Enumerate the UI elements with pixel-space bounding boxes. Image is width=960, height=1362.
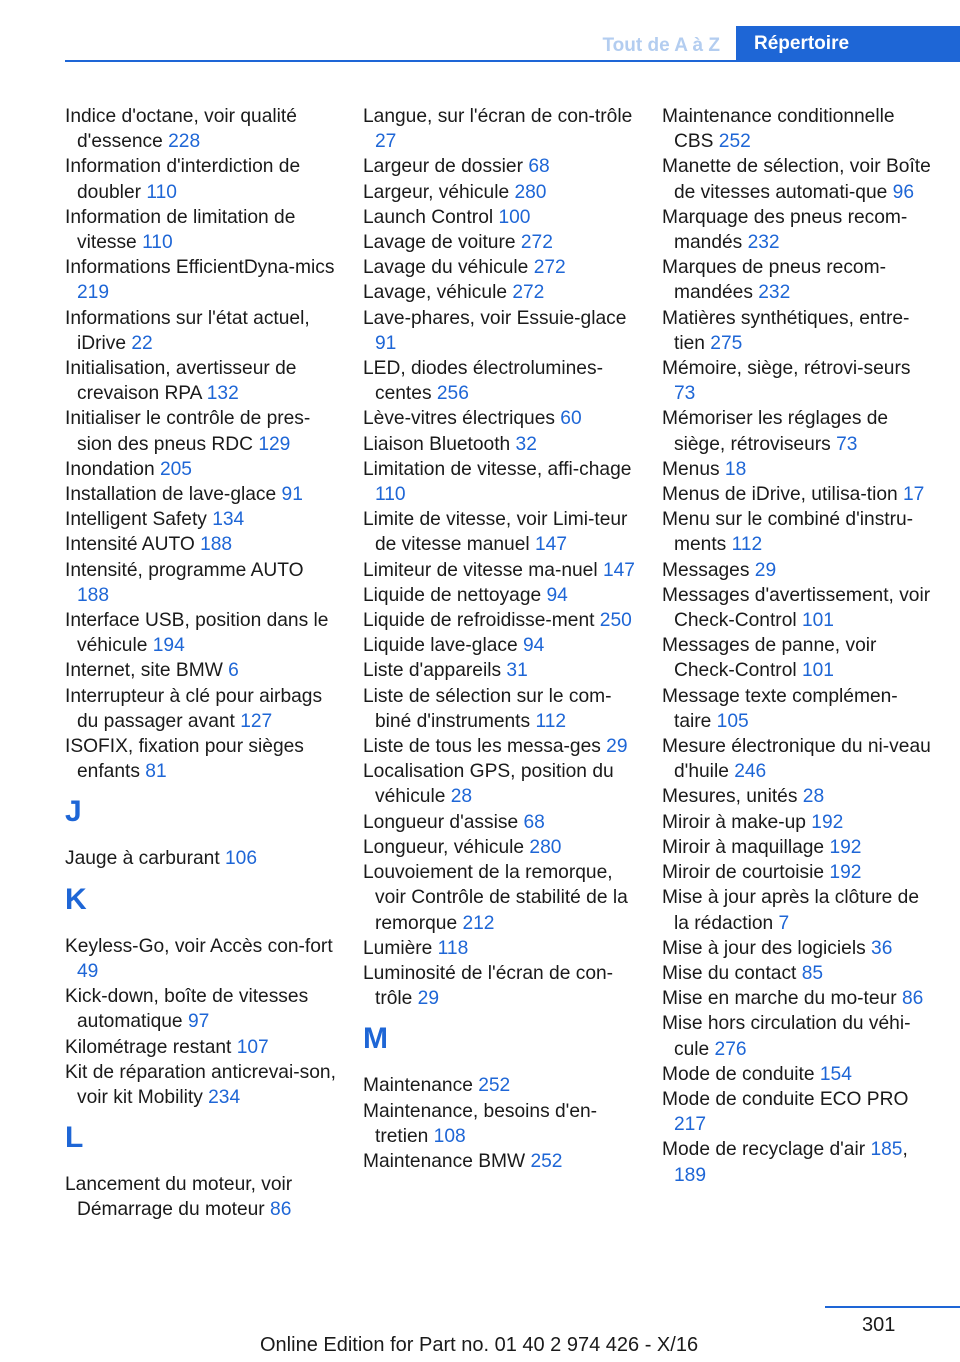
index-entry (65, 255, 337, 305)
index-entry (662, 406, 932, 456)
page-reference-link[interactable]: 91 (375, 332, 397, 354)
index-term: Largeur, véhicule (363, 181, 515, 203)
index-entry (662, 784, 932, 809)
page-reference-link[interactable]: 147 (534, 534, 567, 556)
index-letter-heading: J (65, 795, 82, 829)
index-entry (662, 684, 932, 734)
page-header (65, 26, 960, 62)
page-reference-link[interactable]: 96 (892, 181, 914, 203)
index-term: Miroir à make-up (662, 811, 812, 833)
index-term: Limiteur de vitesse ma‐nuel (363, 559, 603, 581)
page-reference-link[interactable]: 272 (520, 232, 553, 254)
index-term: ISOFIX, fixation pour sièges enfants (65, 736, 304, 783)
page-reference-link[interactable]: 101 (801, 660, 834, 682)
index-column-1 (65, 104, 337, 1223)
index-letter-heading: M (363, 1022, 388, 1056)
page-reference-link[interactable]: 86 (901, 988, 924, 1010)
index-term: Initialisation, avertisseur de crevaison RPA (65, 358, 297, 405)
index-term: Maintenance BMW (363, 1150, 531, 1172)
index-entry (65, 1060, 337, 1110)
page-reference-link[interactable]: 132 (206, 383, 239, 405)
page-reference-link[interactable]: 212 (462, 912, 495, 934)
page-reference-link[interactable]: 234 (208, 1086, 241, 1108)
index-entry (363, 860, 635, 936)
index-term: Intensité AUTO (65, 534, 201, 556)
index-entry (65, 1172, 337, 1222)
page-reference-link[interactable]: 194 (152, 635, 185, 657)
index-term: Internet, site BMW (65, 660, 229, 682)
index-entry (662, 1011, 932, 1061)
index-entry (662, 936, 932, 961)
index-entry (363, 280, 635, 305)
index-term: Informations sur l'état actuel, iDrive (65, 307, 310, 354)
index-entry (363, 633, 635, 658)
page-reference-link[interactable]: 107 (236, 1036, 269, 1058)
index-term: Indice d'octane, voir qualité d'essence (65, 106, 297, 153)
page-reference-link[interactable]: 73 (836, 433, 858, 455)
index-term: Lève-vitres électriques (363, 408, 561, 430)
page-reference-link[interactable]: 31 (506, 660, 528, 682)
index-entry (662, 633, 932, 683)
index-term: Interrupteur à clé pour airbags du passager avant (65, 685, 323, 732)
page-reference-link[interactable]: 68 (523, 811, 545, 833)
index-term: Keyless-Go, voir Accès con‐fort (65, 935, 333, 957)
index-entry (65, 356, 337, 406)
page-reference-link[interactable]: 85 (801, 962, 824, 984)
page-reference-link[interactable]: 28 (802, 786, 825, 808)
index-entry (363, 230, 635, 255)
page-reference-link[interactable]: 68 (528, 156, 550, 178)
page-reference-link[interactable]: 110 (146, 181, 177, 203)
index-term: Luminosité de l'écran de con‐trôle (363, 962, 614, 1010)
page-reference-link[interactable]: 6 (228, 660, 239, 682)
index-entry (662, 154, 932, 204)
index-term: Localisation GPS, position du véhicule (363, 761, 614, 808)
page-number: 301 (862, 1314, 896, 1336)
index-entry (662, 1137, 932, 1187)
index-entry (662, 1062, 932, 1087)
index-term: Mode de recyclage d'air (662, 1139, 871, 1161)
index-entry (65, 482, 337, 507)
index-term: Information d'interdiction de doubler (65, 156, 301, 203)
index-term: Kilométrage restant (65, 1036, 237, 1058)
index-term: Langue, sur l'écran de con‐trôle (363, 106, 633, 127)
page-reference-link[interactable]: 97 (187, 1011, 210, 1033)
index-entry (662, 810, 932, 835)
page-reference-link[interactable]: 112 (731, 534, 763, 556)
page-reference-link[interactable]: 185 (870, 1139, 903, 1161)
index-term: Longueur, véhicule (363, 836, 530, 858)
index-entry (662, 356, 932, 406)
index-entry (65, 558, 337, 608)
page-reference-link[interactable]: 91 (281, 484, 303, 506)
index-term: Menu sur le combiné d'instru‐ments (662, 509, 914, 556)
page-reference-link[interactable]: 94 (546, 584, 568, 606)
page-reference-link[interactable]: 275 (710, 332, 743, 354)
index-entry (662, 860, 932, 885)
page-reference-link[interactable]: 252 (530, 1150, 563, 1172)
index-term: Informations EfficientDyna‐mics (65, 257, 335, 279)
index-entry (65, 934, 337, 984)
index-entry (363, 961, 635, 1011)
page-reference-link[interactable]: 94 (523, 635, 545, 657)
page-reference-link[interactable]: 29 (754, 559, 777, 581)
index-entry (65, 104, 337, 154)
page-reference-link[interactable]: 32 (515, 433, 537, 455)
index-term: Maintenance (363, 1075, 479, 1097)
page-reference-link[interactable]: 7 (778, 912, 790, 934)
index-term: Jauge à carburant (65, 848, 226, 870)
index-term: Inondation (65, 458, 160, 480)
index-term: Matières synthétiques, entre‐tien (662, 307, 910, 354)
page-reference-link[interactable]: 81 (145, 761, 167, 783)
index-term: Installation de lave-glace (65, 484, 282, 506)
page-reference-link[interactable]: 36 (871, 937, 893, 959)
index-term: Kick-down, boîte de vitesses automatique (65, 986, 309, 1033)
index-entry (363, 835, 635, 860)
index-entry (363, 810, 635, 835)
page-reference-link[interactable]: 110 (142, 232, 173, 254)
index-term: Lavage du véhicule (363, 257, 534, 279)
page-reference-link[interactable]: 60 (560, 408, 582, 430)
index-entry (65, 154, 337, 204)
index-term: Liste de sélection sur le com‐biné d'instruments (363, 685, 612, 732)
index-entry (662, 583, 932, 633)
index-entry (363, 1073, 635, 1098)
index-entry (65, 532, 337, 557)
page-reference-link[interactable]: 246 (734, 761, 767, 783)
index-entry (363, 306, 635, 356)
index-term: Mode de conduite ECO PRO (662, 1088, 909, 1110)
index-entry (363, 608, 635, 633)
index-term: Lavage, véhicule (363, 282, 513, 304)
index-term: Manette de sélection, voir Boîte de vitesses automati‐que (662, 156, 931, 203)
page-reference-link[interactable]: 86 (270, 1199, 292, 1221)
page-reference-link[interactable]: 108 (433, 1125, 466, 1147)
index-term: Intensité, programme AUTO (65, 559, 304, 581)
index-entry (363, 180, 635, 205)
index-entry (363, 205, 635, 230)
page-reference-link[interactable]: 105 (716, 710, 749, 732)
index-term: Miroir de courtoisie (662, 862, 830, 884)
index-term: Maintenance, besoins d'en‐tretien (363, 1100, 598, 1147)
footer-rule (825, 1306, 960, 1308)
index-entry (662, 961, 932, 986)
index-term: Liquide lave-glace (363, 635, 524, 657)
index-term: Lavage de voiture (363, 232, 521, 254)
index-term: Interface USB, position dans le véhicule (65, 610, 329, 657)
index-term: LED, diodes électrolumines‐centes (363, 358, 603, 405)
index-entry (363, 684, 635, 734)
index-term: Marquage des pneus recom‐mandés (662, 206, 908, 254)
page-reference-link[interactable]: 127 (240, 710, 273, 732)
page-reference-link[interactable]: 106 (225, 848, 258, 870)
index-entry (363, 658, 635, 683)
page-reference-link[interactable]: 18 (724, 458, 747, 480)
index-entry (363, 558, 635, 583)
index-entry (662, 734, 932, 784)
page-reference-link[interactable]: 280 (514, 181, 547, 203)
index-term: Message texte complémen‐taire (662, 685, 898, 732)
page-reference-link[interactable]: 73 (674, 383, 696, 405)
page-reference-link[interactable]: 134 (212, 509, 245, 531)
index-term: Longueur d'assise (363, 811, 524, 833)
index-term: Messages (662, 559, 755, 581)
index-entry (65, 306, 337, 356)
edition-note: Online Edition for Part no. 01 40 2 974 426 - X/16 (260, 1334, 699, 1356)
index-entry (662, 986, 932, 1011)
index-term: Mise à jour après la clôture de la rédaction (662, 887, 920, 934)
index-term: Lancement du moteur, voir Démarrage du moteur (65, 1174, 293, 1221)
page-reference-link[interactable]: 118 (437, 937, 469, 959)
index-term: Liste de tous les messa‐ges (363, 736, 607, 758)
index-term: Liaison Bluetooth (363, 433, 516, 455)
chapter-tab[interactable]: Répertoire (736, 26, 960, 62)
page-reference-link[interactable]: 28 (450, 786, 473, 808)
header-rule (65, 60, 960, 62)
page-reference-link[interactable]: 192 (829, 862, 862, 884)
index-letter-heading: L (65, 1121, 84, 1155)
page-reference-link[interactable]: 29 (606, 736, 628, 758)
index-entry (363, 759, 635, 809)
index-term: Information de limitation de vitesse (65, 206, 296, 254)
index-entry (363, 255, 635, 280)
index-term: Mesure électronique du ni‐veau d'huile (662, 736, 931, 783)
index-entry (65, 684, 337, 734)
index-term: Mémoriser les réglages de siège, rétroviseurs (662, 408, 889, 455)
index-entry (662, 1087, 932, 1137)
index-entry (65, 608, 337, 658)
page-reference-link[interactable]: 154 (819, 1063, 852, 1085)
page-reference-link[interactable]: 112 (535, 710, 567, 732)
index-term: Mise à jour des logiciels (662, 937, 872, 959)
index-term: Maintenance conditionnelle CBS (662, 106, 895, 153)
page-reference-link[interactable]: 101 (801, 610, 834, 632)
page-reference-link[interactable]: 22 (131, 332, 153, 354)
index-term: Launch Control (363, 206, 499, 228)
page-reference-link[interactable]: 276 (714, 1038, 747, 1060)
page-reference-link[interactable]: 49 (77, 960, 99, 982)
page-reference-link[interactable]: 280 (529, 836, 562, 858)
page-reference-link[interactable]: 147 (602, 559, 635, 581)
index-term: Lave-phares, voir Essuie-glace (363, 307, 627, 329)
index-entry (662, 306, 932, 356)
index-entry (363, 457, 635, 507)
page-reference-link[interactable]: 189 (674, 1164, 707, 1186)
index-term: Kit de réparation anticrevai‐son, voir kit Mobility (65, 1061, 336, 1108)
index-entry (363, 507, 635, 557)
page-reference-link[interactable]: 188 (200, 534, 233, 556)
index-entry (363, 406, 635, 431)
page-reference-link[interactable]: 129 (258, 433, 291, 455)
index-term: Mode de conduite (662, 1063, 820, 1085)
index-term: Marques de pneus recom‐mandées (662, 257, 886, 304)
index-column-2 (363, 104, 635, 1174)
page-reference-link[interactable]: 17 (903, 484, 925, 506)
index-term: Mise du contact (662, 962, 802, 984)
index-entry (65, 507, 337, 532)
page-reference-link[interactable]: 219 (77, 282, 110, 304)
index-entry (662, 885, 932, 935)
index-entry (662, 255, 932, 305)
index-entry (65, 984, 337, 1034)
page-reference-link[interactable]: 100 (498, 206, 531, 228)
page-reference-link[interactable]: 205 (159, 458, 192, 480)
index-entry (363, 583, 635, 608)
page-reference-link[interactable]: 272 (512, 282, 545, 304)
index-term: Largeur de dossier (363, 156, 529, 178)
index-term: Mise hors circulation du véhi‐cule (662, 1013, 911, 1060)
index-entry (65, 658, 337, 683)
page-reference-link[interactable]: 27 (375, 131, 397, 153)
index-entry (363, 734, 635, 759)
index-term: Mémoire, siège, rétrovi‐seurs (662, 358, 911, 380)
page-reference-link[interactable]: 252 (718, 131, 751, 153)
index-entry (65, 1035, 337, 1060)
index-letter-heading: K (65, 882, 87, 916)
index-entry (662, 205, 932, 255)
index-term: Messages de panne, voir Check-Control (662, 635, 877, 682)
page-reference-link[interactable]: 29 (417, 988, 440, 1010)
page-reference-link[interactable]: 250 (599, 610, 632, 632)
index-term: Initialiser le contrôle de pres‐sion des pneus RDC (65, 408, 311, 455)
index-entry (65, 457, 337, 482)
page-reference-link[interactable]: 188 (77, 584, 110, 606)
page-reference-link[interactable]: 232 (758, 282, 791, 304)
index-entry (363, 432, 635, 457)
page-reference-link[interactable]: 252 (478, 1075, 511, 1097)
page-reference-link[interactable]: 256 (436, 383, 469, 405)
index-term: Limite de vitesse, voir Limi‐teur de vitesse manuel (363, 509, 628, 556)
page-reference-link[interactable]: 217 (674, 1114, 707, 1136)
index-term: Menus de iDrive, utilisa‐tion (662, 484, 904, 506)
page-reference-link[interactable]: 232 (747, 232, 780, 254)
index-term: Liquide de refroidisse‐ment (363, 610, 600, 632)
page-reference-link[interactable]: 272 (533, 257, 566, 279)
index-term: Liquide de nettoyage (363, 584, 547, 606)
index-entry (65, 846, 337, 871)
section-tab[interactable]: Tout de A à Z (602, 35, 720, 56)
index-term: Limitation de vitesse, affi‐chage (363, 458, 632, 480)
page-reference-link[interactable]: 110 (375, 484, 406, 506)
index-term: Miroir à maquillage (662, 836, 830, 858)
index-entry (65, 406, 337, 456)
index-entry (363, 1099, 635, 1149)
page-reference-link[interactable]: 192 (829, 836, 862, 858)
index-entry (662, 104, 932, 154)
index-entry (662, 507, 932, 557)
index-term: Messages d'avertissement, voir Check-Control (662, 584, 931, 632)
index-entry (363, 1149, 635, 1174)
page-reference-link[interactable]: 228 (168, 131, 201, 153)
index-column-3 (662, 104, 932, 1188)
index-entry (363, 356, 635, 406)
index-term: Mesures, unités (662, 786, 803, 808)
index-entry (363, 154, 635, 179)
index-term: Louvoiement de la remorque, voir Contrôle de stabilité de la remorque (363, 862, 628, 934)
index-term: Intelligent Safety (65, 509, 213, 531)
index-term: Liste d'appareils (363, 660, 507, 682)
index-entry (363, 936, 635, 961)
index-term: Mise en marche du mo‐teur (662, 988, 902, 1010)
index-entry (662, 482, 932, 507)
index-entry (65, 734, 337, 784)
reference-separator: , (902, 1139, 908, 1161)
index-entry (65, 205, 337, 255)
index-term: Lumière (363, 937, 438, 959)
index-entry (662, 457, 932, 482)
index-entry (662, 835, 932, 860)
page-reference-link[interactable]: 192 (811, 811, 844, 833)
index-entry (662, 558, 932, 583)
index-term: Menus (662, 458, 725, 480)
index-entry (363, 104, 635, 154)
